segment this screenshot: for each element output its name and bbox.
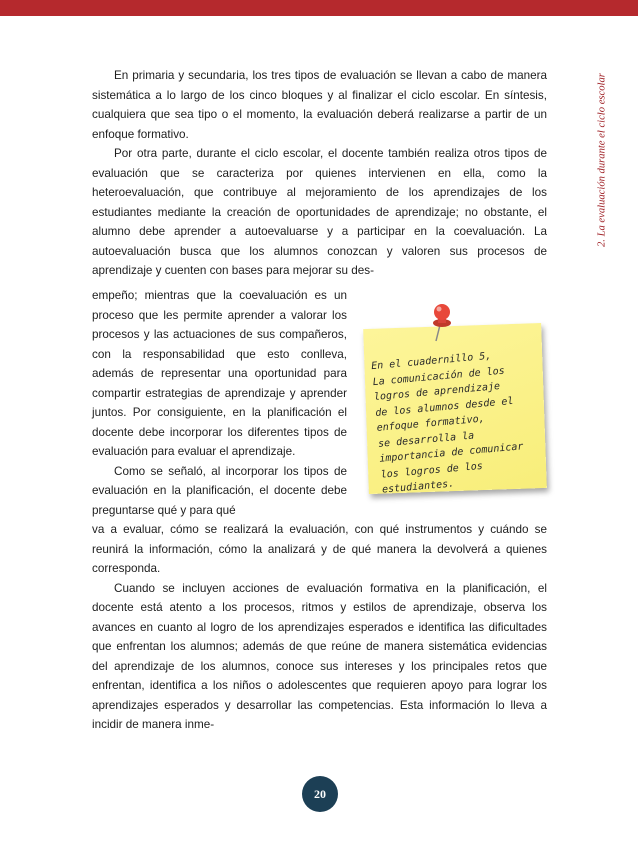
- body-text-bottom: [92, 520, 547, 735]
- paragraph-continuation: empeño; mientras que la coevaluación es un proceso que les permite aprender a valorar los procesos y las actuaciones de sus compañeros, con la responsabilidad que esto conlleva, además de representar una oportunidad para compartir estrategias de aprendizaje y aprender juntos. Por consiguiente, en la planificación el docente debe incorporar los diferentes tipos de evaluación para evaluar el aprendizaje.: [92, 289, 347, 458]
- paragraph-continuation: va a evaluar, cómo se realizará la evaluación, con qué instrumentos y cuándo se reunirá la información, cómo la analizará y de qué manera la devolverá a quienes corresponda.: [92, 523, 547, 575]
- pushpin-icon: [428, 303, 456, 343]
- chapter-side-label: 2. La evaluación durante el ciclo escolar: [596, 73, 608, 247]
- body-text-wrapped: [92, 286, 347, 520]
- top-accent-bar: [0, 0, 638, 16]
- sticky-note-text: En el cuadernillo 5, La comunicación de los logros de aprendizaje de los alumnos desde el enfoque formativo, se desarrolla la importancia de comunicar los logros de los estudiantes.: [370, 350, 524, 496]
- paragraph: Como se señaló, al incorporar los tipos de evaluación en la planificación, el docente debe preguntarse qué y para qué: [92, 464, 347, 517]
- page-number-badge: [302, 776, 338, 812]
- paragraph: En primaria y secundaria, los tres tipos de evaluación se llevan a cabo de manera sistemática a lo largo de los cinco bloques y al finalizar el ciclo escolar. En síntesis, cualquiera que sea tipo o el momento, la evaluación deberá realizarse a partir de un enfoque formativo.: [92, 69, 547, 141]
- page-number: 20: [314, 786, 326, 801]
- paragraph: Por otra parte, durante el ciclo escolar, el docente también realiza otros tipos de evaluación que se caracteriza por quienes intervienen en ella, como la heteroevaluación, que contribuye al mejoramiento de los aprendizajes de los estudiantes mediante la creación de oportunidades de aprendizaje; no obstante, el alumno debe aprender a autoevaluarse y a participar en la coevaluación. La autoevaluación busca que los alumnos conozcan y valoren sus procesos de aprendizaje y cuenten con bases para mejorar su des-: [92, 147, 547, 277]
- paragraph: Cuando se incluyen acciones de evaluación formativa en la planificación, el docente está atento a los procesos, ritmos y estilos de aprendizaje, observa los avances en cuanto al logro de los aprendizajes esperados e identifica las dificultades que enfrentan los alumnos; además de que reúne de manera sistemática evidencias del aprendizaje de los alumnos, conoce sus intereses y los principales retos que enfrentan, identifica a los niños o adolescentes que requieren apoyo para lograr los aprendizajes esperados y desarrollar las competencias. Esta información lo lleva a incidir de manera inme-: [92, 581, 547, 731]
- sticky-note: [363, 323, 547, 494]
- body-text-top: [92, 66, 547, 281]
